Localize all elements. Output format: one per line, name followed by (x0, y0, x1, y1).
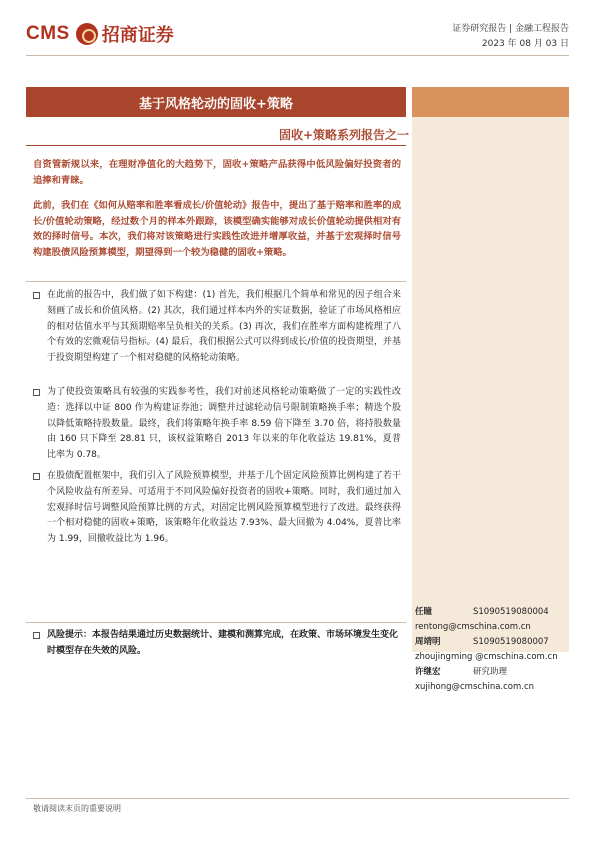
bullet-point-3 (33, 469, 401, 548)
subtitle-divider (26, 145, 406, 146)
analyst-entry (415, 635, 565, 665)
abstract-divider (26, 281, 406, 282)
risk-divider (26, 622, 406, 623)
sidebar-header-band (412, 87, 569, 117)
company-logo (26, 20, 174, 48)
checkbox-bullet-icon (33, 389, 40, 396)
risk-text: 风险提示：本报告结果通过历史数据统计、建模和测算完成，在政策、市场环境发生变化时模型存在失效的风险。 (47, 630, 399, 656)
analyst-id: S1090519080007 (473, 637, 549, 647)
abstract-paragraph-1: 自资管新规以来，在理财净值化的大趋势下，固收+策略产品获得中低风险偏好投资者的追捧和青睐。 (33, 159, 401, 186)
analyst-role: 研究助理 (473, 667, 508, 677)
bullet-text: 为了使投资策略具有较强的实践参考性，我们对前述风格轮动策略做了一定的实践性改造：选择以中证 800 作为构建证券池；调整并过滤轮动信号限制策略换手率；精选个股以降低策略持股数量。最终，我们将策略年换手率 8.59 倍下降至 3.70 倍，将持股数量由 160 只下降至 28.81 只，该权益策略自 2013 年以来的年化收益达 19.81%，夏普比率为 0.78。 (47, 387, 401, 461)
bullet-point-1 (33, 288, 401, 367)
header-divider (26, 55, 569, 56)
analyst-entry (415, 605, 565, 635)
report-subtitle: 固收+策略系列报告之一 (278, 128, 409, 142)
checkbox-bullet-icon (33, 473, 40, 480)
bullet-text: 在股债配置框架中，我们引入了风险预算模型，并基于几个固定风险预算比例构建了若干个风险收益有所差异、可适用于不同风险偏好投资者的固收+策略。同时，我们通过加入宏观择时信号调整风险预算比例的方式，对固定比例风险预算模型进行了改进。最终获得一个相对稳健的固收+策略，该策略年化收益达 7.93%、最大回撤为 4.04%，夏普比率为 1.99，回撤收益比为 1.96。 (47, 471, 401, 545)
checkbox-bullet-icon (33, 292, 40, 299)
logo-badge-icon (76, 23, 98, 45)
footer-divider (26, 798, 569, 799)
footer-disclaimer: 敬请阅读末页的重要说明 (33, 804, 121, 813)
analyst-email: zhoujingming @cmschina.com.cn (415, 652, 558, 662)
analyst-email: xujihong@cmschina.com.cn (415, 682, 535, 692)
risk-warning (33, 628, 401, 659)
logo-chinese-text: 招商证券 (101, 25, 174, 46)
analyst-email: rentong@cmschina.com.cn (415, 622, 531, 632)
analyst-id: S1090519080004 (473, 607, 549, 617)
report-title: 基于风格轮动的固收+策略 (139, 96, 293, 112)
checkbox-bullet-icon (33, 632, 40, 639)
analyst-entry (415, 665, 565, 695)
report-date: 2023 年 08 月 03 日 (481, 39, 569, 49)
logo-latin-text: CMS (26, 23, 70, 44)
analyst-name: 任瞳 (415, 607, 433, 617)
report-meta (452, 22, 569, 52)
title-banner (26, 87, 406, 117)
abstract-paragraph-2: 此前，我们在《如何从赔率和胜率看成长/价值轮动》报告中，提出了基于赔率和胜率的成长/价值轮动策略，经过数个月的样本外跟踪，该模型确实能够对成长价值轮动提供相对有效的择时信号。本次，我们将对该策略进行实践性改进并增厚收益，并基于宏观择时信号构建股债风险预算模型，期望得到一个较为稳健的固收+策略。 (33, 200, 401, 258)
sidebar-panel (412, 117, 569, 652)
bullet-point-2 (33, 385, 401, 464)
analyst-list (415, 605, 565, 695)
analyst-name: 周靖明 (415, 637, 441, 647)
bullet-text: 在此前的报告中，我们做了如下构建：(1) 首先，我们根据几个简单和常见的因子组合来刻画了成长和价值风格。(2) 其次，我们通过样本内外的实证数据，验证了市场风格相应的相对估值水平与其预期赔率呈负相关的关系。(3) 再次，我们在胜率方面构建梳理了八个有效的宏微观信号指标。(4) 最后，我们根据公式可以得到成长/价值的投资期望，并基于投资期望构建了一个相对稳健的风格轮动策略。 (47, 290, 401, 364)
report-type: 证券研究报告 | 金融工程报告 (452, 24, 569, 34)
analyst-name: 许继宏 (415, 667, 441, 677)
